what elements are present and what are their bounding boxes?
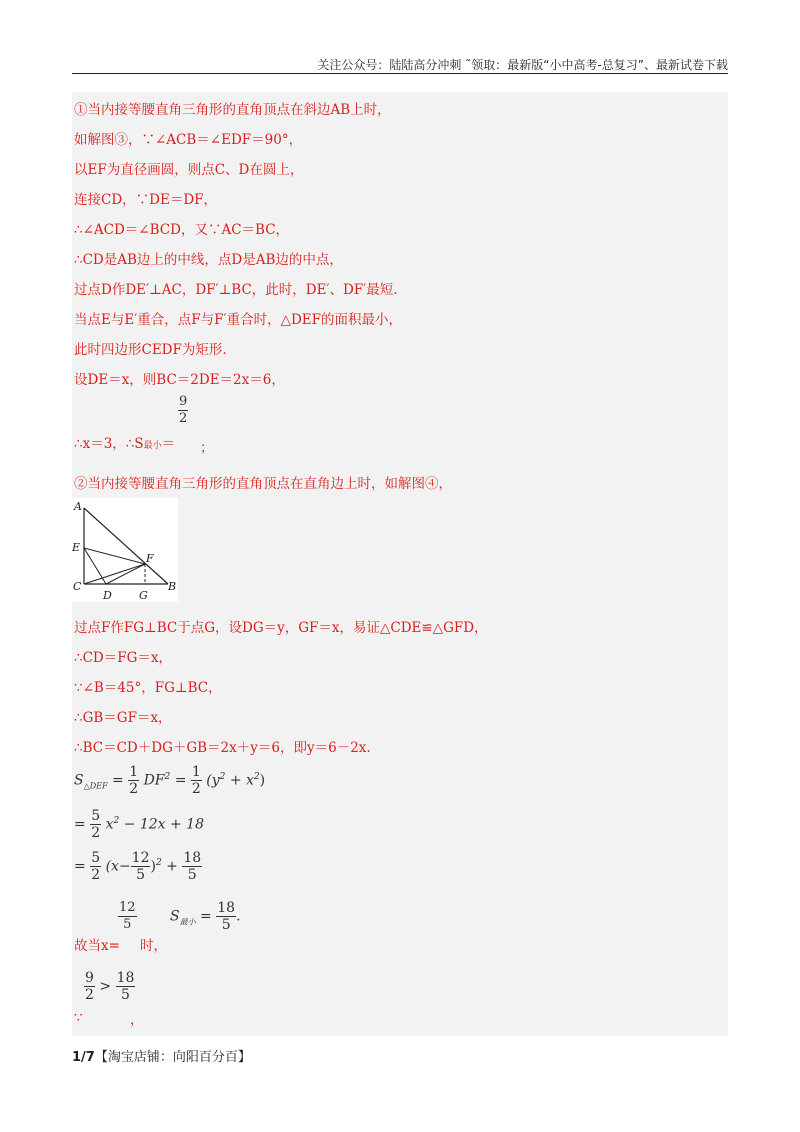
figure-background — [72, 498, 178, 602]
s-subscript: 最小 — [179, 917, 196, 927]
x-minus: (x− — [105, 858, 131, 875]
line-17: ∴BC＝CD＋DG＋GB＝2x＋y＝6，即y＝6－2x. — [74, 740, 371, 756]
frac-num: 1 — [191, 764, 201, 780]
period: . — [236, 908, 241, 925]
area-formula-line — [74, 764, 265, 797]
fraction-nine-halves — [178, 394, 188, 427]
frac-num: 5 — [91, 850, 101, 866]
line-16: ∴GB＝GF＝x， — [74, 710, 172, 726]
eq: = — [200, 908, 212, 925]
exp: 2 — [164, 771, 171, 782]
solution-content — [72, 92, 728, 1036]
eq: = — [74, 816, 86, 833]
label-D: D — [103, 589, 112, 602]
line-7: 过点D作DE′⊥AC，DF′⊥BC，此时，DE′、DF′最短. — [74, 282, 398, 298]
frac-num: 9 — [85, 970, 94, 986]
page-footer — [72, 1046, 251, 1065]
line-11-text: ∴x＝3，∴S — [74, 436, 144, 452]
label-C: C — [73, 580, 82, 593]
line-11 — [74, 432, 175, 452]
df-term: DF — [143, 772, 165, 789]
expanded-line — [74, 808, 204, 841]
frac-den: 5 — [123, 917, 132, 932]
exp: 2 — [155, 857, 162, 868]
line-14: ∴CD＝FG＝x， — [74, 650, 173, 666]
line-5: ∴∠ACD＝∠BCD，又∵AC＝BC， — [74, 222, 290, 238]
line-18: 故当x= — [74, 938, 120, 954]
frac-num: 18 — [183, 850, 202, 866]
paren: ) — [259, 772, 266, 789]
frac-den: 2 — [85, 987, 94, 1003]
frac-num: 5 — [91, 808, 101, 824]
frac-den: 5 — [121, 987, 130, 1003]
s-symbol: S — [74, 772, 84, 789]
frac-den: 5 — [187, 867, 197, 883]
frac-num: 12 — [119, 900, 136, 915]
frac-num: 18 — [217, 900, 236, 916]
frac-den: 2 — [91, 825, 101, 841]
label-G: G — [139, 589, 148, 602]
label-B: B — [168, 580, 177, 593]
paren: ) — [150, 858, 156, 875]
frac-num: 12 — [131, 850, 150, 866]
fraction-twelve-fifths — [118, 900, 137, 933]
label-F: F — [146, 552, 154, 565]
line-6: ∴CD是AB边上的中线，点D是AB边的中点， — [74, 252, 343, 268]
frac-den: 2 — [179, 411, 188, 426]
line-15: ∵∠B＝45°，FG⊥BC， — [74, 680, 222, 696]
frac-den: 2 — [129, 781, 139, 797]
frac-num: 18 — [116, 970, 135, 986]
s-subscript: △DEF — [83, 781, 108, 791]
min-area-formula — [170, 900, 241, 933]
page-number: 1/7 — [72, 1050, 95, 1065]
semicolon: ； — [200, 440, 214, 456]
eq: = — [74, 858, 86, 875]
line-10: 设DE＝x，则BC＝2DE＝2x＝6， — [74, 372, 285, 388]
y-term: (y — [206, 772, 220, 789]
line-3: 以EF为直径画圆，则点C、D在圆上， — [74, 162, 304, 178]
line-2: 如解图③，∵∠ACB＝∠EDF＝90°， — [74, 132, 303, 148]
frac-den: 5 — [136, 867, 146, 883]
label-A: A — [74, 500, 82, 513]
exp: 2 — [219, 771, 226, 782]
x-term: + x — [225, 772, 254, 789]
exp: 2 — [113, 815, 120, 826]
x-term: x — [105, 816, 114, 833]
because-symbol: ∵ — [74, 1010, 83, 1026]
frac-den: 5 — [221, 917, 231, 933]
greater-than: > — [99, 978, 112, 995]
line-13: 过点F作FG⊥BC于点G，设DG＝y，GF＝x，易证△CDE≌△GFD， — [74, 620, 488, 636]
s-min-subscript: 最小 — [143, 441, 162, 451]
s-symbol: S — [170, 908, 180, 925]
comparison — [84, 970, 135, 1003]
page-header — [72, 56, 728, 74]
geometry-figure — [72, 498, 178, 602]
line-4: 连接CD，∵DE＝DF， — [74, 192, 218, 208]
completed-square-line — [74, 850, 202, 883]
eq: = — [174, 772, 187, 789]
header-text: 关注公众号：陆陆高分冲刺 ˜领取：最新版“小中高考-总复习”、最新试卷下载 — [317, 58, 728, 72]
frac-num: 9 — [179, 394, 188, 409]
equals-sign: ＝ — [161, 436, 176, 452]
line-8: 当点E与E′重合，点F与F′重合时，△DEF的面积最小， — [74, 312, 403, 328]
plus: + — [161, 858, 183, 875]
trailing-comma: ， — [130, 1012, 144, 1028]
line-12: ②当内接等腰直角三角形的直角顶点在直角边上时，如解图④， — [74, 476, 452, 492]
exp: 2 — [253, 771, 260, 782]
frac-den: 2 — [191, 781, 201, 797]
frac-num: 1 — [129, 764, 139, 780]
eq: = — [112, 772, 124, 789]
label-E: E — [72, 541, 81, 554]
line-1: ①当内接等腰直角三角形的直角顶点在斜边AB上时， — [74, 102, 391, 118]
rest-term: − 12x + 18 — [119, 816, 204, 833]
line-9: 此时四边形CEDF为矩形. — [74, 342, 227, 358]
footer-text: 【淘宝店铺：向阳百分百】 — [94, 1050, 251, 1065]
line-18-end: 时， — [140, 938, 167, 954]
frac-den: 2 — [91, 867, 101, 883]
